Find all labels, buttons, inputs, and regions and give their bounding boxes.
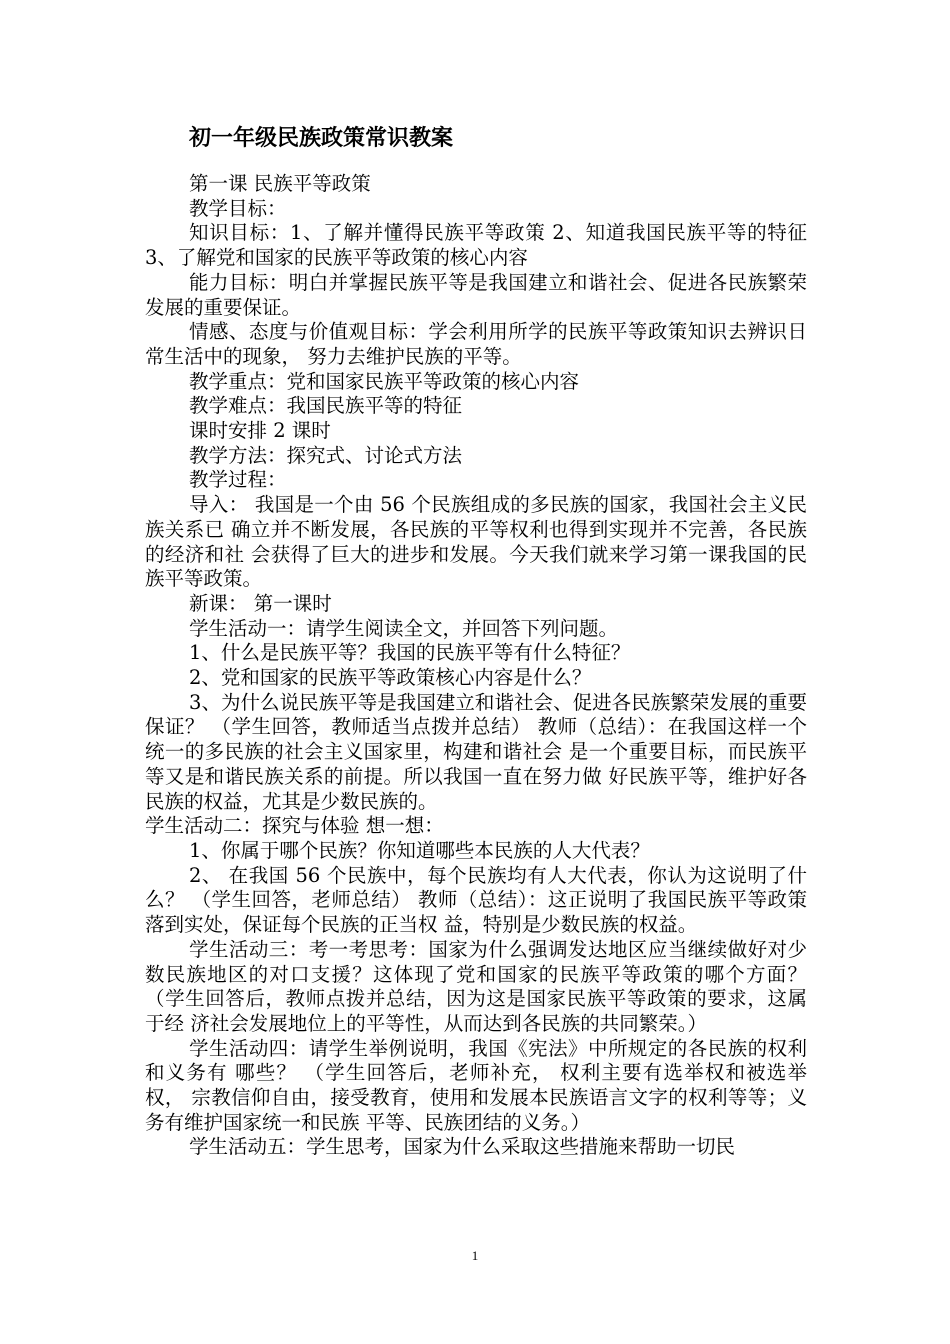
paragraph: 第一课 民族平等政策 xyxy=(189,172,371,195)
paragraph: 学生活动二：探究与体验 想一想： xyxy=(145,814,444,838)
paragraph: 教学重点：党和国家民族平等政策的核心内容 xyxy=(189,369,580,393)
page-number: 1 xyxy=(471,1248,479,1263)
paragraph: 2、党和国家的民族平等政策核心内容是什么？ xyxy=(189,666,592,690)
paragraph: 学生活动一：请学生阅读全文，并回答下列问题。 xyxy=(189,616,619,640)
paragraph: 教学过程： xyxy=(189,468,287,492)
paragraph: 3、为什么说民族平等是我国建立和谐社会、促进各民族繁荣发展的重要保证？ （学生回答，教师适当点拨并总结） 教师（总结）：在我国这样一个统一的多民族的社会主义国家里，构建和谐社会 是一个重要目标，而民族平等又是和谐民族关系的前提。所以我国一直在努力做 好民族平等，维护好各民族的权益，尤其是少数民族的。 xyxy=(145,690,807,813)
paragraph: 学生活动五：学生思考，国家为什么采取这些措施来帮助一切民 xyxy=(189,1135,736,1159)
paragraph: 教学难点：我国民族平等的特征 xyxy=(189,394,463,418)
paragraph: 教学方法：探究式、讨论式方法 xyxy=(189,443,463,467)
document-body xyxy=(145,172,807,1160)
paragraph: 知识目标：1、了解并懂得民族平等政策 2、知道我国民族平等的特征 3、了解党和国家的民族平等政策的核心内容 xyxy=(145,221,807,270)
paragraph: 导入： 我国是一个由 56 个民族组成的多民族的国家，我国社会主义民族关系已 确立并不断发展，各民族的平等权利也得到实现并不完善，各民族的经济和社 会获得了巨大的进步和发展。今天我们就来学习第一课我国的民族平等政策。 xyxy=(145,493,807,591)
document-title: 初一年级民族政策常识教案 xyxy=(189,125,454,151)
paragraph: 1、什么是民族平等？我国的民族平等有什么特征？ xyxy=(189,641,631,665)
paragraph: 情感、态度与价值观目标：学会利用所学的民族平等政策知识去辨识日 常生活中的现象， 努力去维护民族的平等。 xyxy=(145,320,807,368)
document-page xyxy=(145,118,807,1160)
paragraph: 学生活动三：考一考思考：国家为什么强调发达地区应当继续做好对少数民族地区的对口支援？这体现了党和国家的民族平等政策的哪个方面？ （学生回答后，教师点拨并总结，因为这是国家民族平等政策的要求，这属于经 济社会发展地位上的平等性，从而达到各民族的共同繁荣。） xyxy=(145,937,807,1035)
paragraph: 课时安排 2 课时 xyxy=(189,419,331,443)
paragraph: 教学目标： xyxy=(189,196,287,220)
paragraph: 新课： 第一课时 xyxy=(189,591,332,615)
paragraph: 学生活动四：请学生举例说明，我国《宪法》中所规定的各民族的权利和义务有 哪些？ （学生回答后，老师补充， 权利主要有选举权和被选举权， 宗教信仰自由，接受教育，使用和发展本民族语言文字的权利等等；义务有维护国家统一和民族 平等、民族团结的义务。） xyxy=(145,1036,807,1134)
paragraph: 1、你属于哪个民族？你知道哪些本民族的人大代表？ xyxy=(189,838,650,862)
paragraph: 2、 在我国 56 个民族中，每个民族均有人大代表，你认为这说明了什么？ （学生回答，老师总结） 教师（总结）：这正说明了我国民族平等政策落到实处，保证每个民族的正当权 益，特别是少数民族的权益。 xyxy=(145,863,807,937)
paragraph: 能力目标：明白并掌握民族平等是我国建立和谐社会、促进各民族繁荣 发展的重要保证。 xyxy=(145,270,807,319)
